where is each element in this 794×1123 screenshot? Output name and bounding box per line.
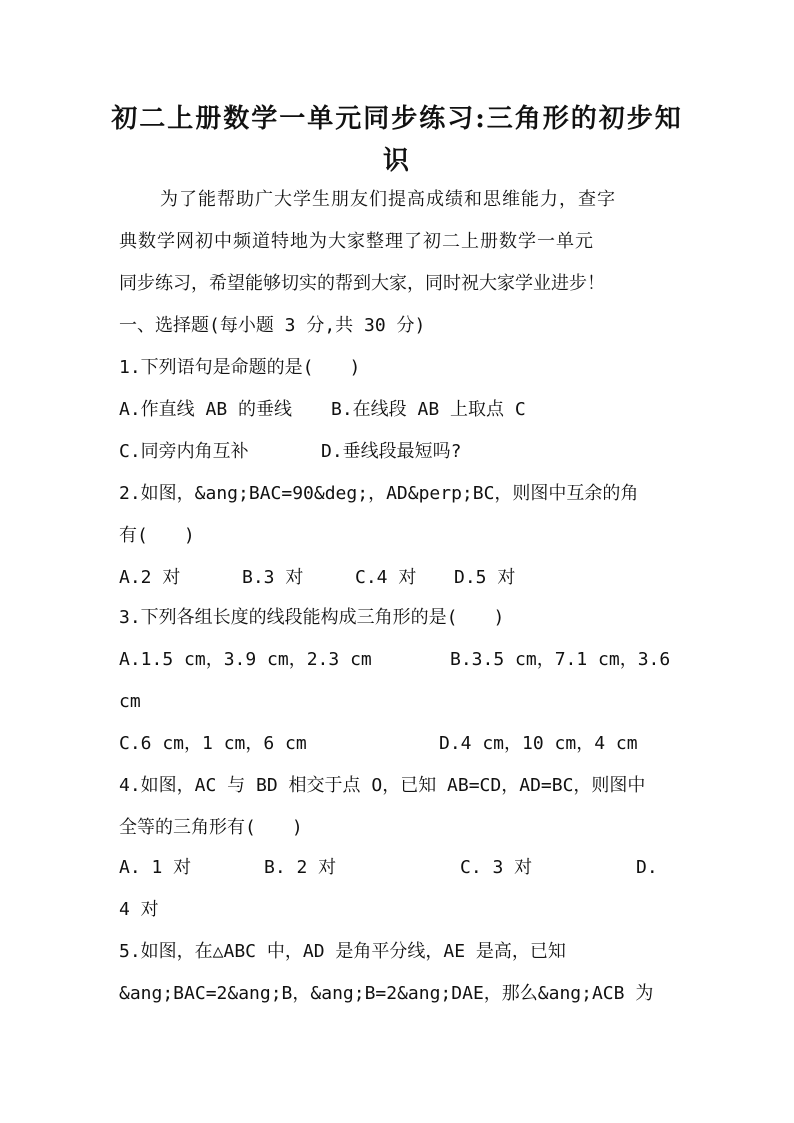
intro-paragraph-line-2: 典数学网初中频道特地为大家整理了初二上册数学一单元 [119, 231, 594, 252]
question-4-option-b: B. 2 对 [264, 857, 337, 878]
question-4-option-d-value: 4 对 [119, 899, 159, 920]
question-2-stem-line-1: 2.如图，&ang;BAC=90&deg;，AD&perp;BC，则图中互余的角 [119, 483, 639, 504]
question-4-stem-line-1: 4.如图，AC 与 BD 相交于点 O，已知 AB=CD，AD=BC，则图中 [119, 775, 646, 796]
question-1-option-d: D.垂线段最短吗? [321, 441, 462, 462]
question-2-stem-line-2: 有( ) [119, 525, 195, 546]
question-4-option-a: A. 1 对 [119, 857, 192, 878]
question-3-option-b-line-2: cm [119, 691, 141, 712]
question-4-stem-line-2: 全等的三角形有( ) [119, 817, 303, 838]
question-2-option-a: A.2 对 [119, 567, 181, 588]
question-1-stem: 1.下列语句是命题的是( ) [119, 357, 361, 378]
question-2-option-d: D.5 对 [454, 567, 516, 588]
question-3-stem: 3.下列各组长度的线段能构成三角形的是( ) [119, 607, 505, 628]
intro-paragraph-line-3: 同步练习，希望能够切实的帮到大家，同时祝大家学业进步！ [119, 273, 605, 294]
document-title-line-2: 识 [382, 146, 411, 176]
question-5-stem-line-1: 5.如图，在△ABC 中，AD 是角平分线，AE 是高，已知 [119, 941, 566, 962]
question-1-option-a: A.作直线 AB 的垂线 [119, 399, 293, 420]
question-3-option-b-line-1: B.3.5 cm，7.1 cm，3.6 [450, 649, 671, 670]
section-heading: 一、选择题(每小题 3 分,共 30 分) [119, 315, 426, 336]
question-4-option-d-label: D. [636, 857, 658, 878]
intro-paragraph-line-1: 为了能帮助广大学生朋友们提高成绩和思维能力，查字 [160, 189, 616, 210]
question-3-option-d: D.4 cm，10 cm，4 cm [439, 733, 638, 754]
question-3-option-c: C.6 cm，1 cm，6 cm [119, 733, 307, 754]
question-1-option-b: B.在线段 AB 上取点 C [331, 399, 526, 420]
question-5-stem-line-2: &ang;BAC=2&ang;B，&ang;B=2&ang;DAE，那么&ang;ACB 为 [119, 983, 654, 1004]
question-4-option-c: C. 3 对 [460, 857, 533, 878]
question-2-option-b: B.3 对 [242, 567, 304, 588]
question-3-option-a: A.1.5 cm，3.9 cm，2.3 cm [119, 649, 372, 670]
document-title-line-1: 初二上册数学一单元同步练习:三角形的初步知 [111, 104, 683, 134]
question-1-option-c: C.同旁内角互补 [119, 441, 249, 462]
question-2-option-c: C.4 对 [355, 567, 417, 588]
